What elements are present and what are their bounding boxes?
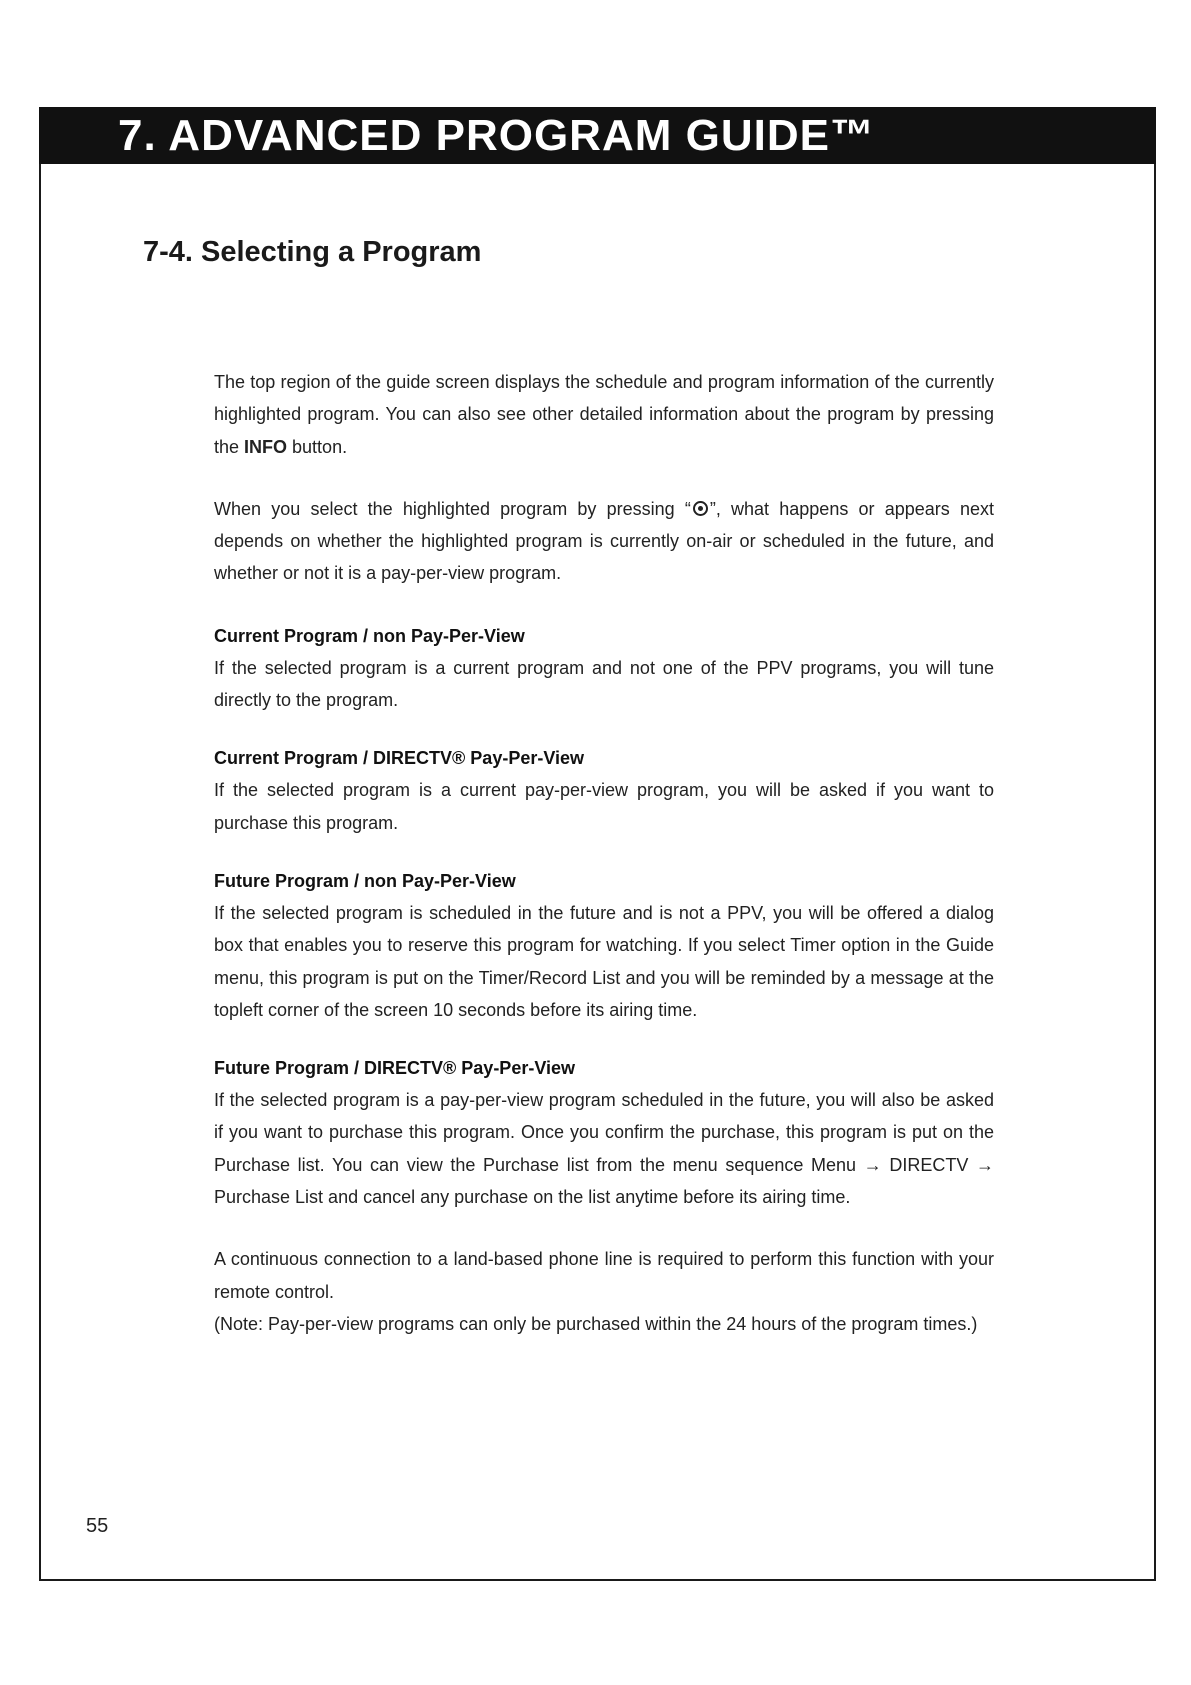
intro-paragraph-2: When you select the highlighted program by pressing “ ”, what happens or appears next depends on whether the highlighted program is currently on-air or scheduled in the future, and whether or not it is a pay-per-view program. — [214, 498, 995, 584]
select-button-icon — [693, 501, 708, 516]
case-heading: Future Program / non Pay-Per-View — [214, 870, 516, 891]
case-heading: Current Program / non Pay-Per-View — [214, 625, 525, 646]
note-paragraph: (Note: Pay-per-view programs can only be purchased within the 24 hours of the program times.) — [214, 1313, 978, 1334]
chapter-title: 7. ADVANCED PROGRAM GUIDE™ — [118, 111, 875, 160]
intro-paragraph-1: The top region of the guide screen displays the schedule and program information of the currently highlighted program. You can also see other detailed information about the program by pressing the INFO button. — [214, 372, 994, 457]
case-heading: Current Program / DIRECTV® Pay-Per-View — [214, 748, 585, 769]
page-number: 55 — [86, 1515, 109, 1537]
case-heading: Future Program / DIRECTV® Pay-Per-View — [214, 1058, 576, 1079]
body-content — [214, 366, 994, 1340]
case-text: If the selected program is a pay-per-view program scheduled in the future, you will also be asked if you want to purchase this program. Once you confirm the purchase, this program is put on the Purchase list. You can view the Purchase list from the menu sequence Menu → DIRECTV → Purchase List and cancel any purchase on the list anytime before its airing time. — [214, 1090, 994, 1208]
case-text: If the selected program is a current pay-per-view program, you will be asked if you want to purchase this program. — [214, 780, 994, 833]
info-button-label: INFO — [244, 436, 288, 457]
closing-paragraph: A continuous connection to a land-based phone line is required to perform this function with your remote control. — [214, 1249, 994, 1302]
section-title: 7-4. Selecting a Program — [143, 236, 482, 268]
case-text: If the selected program is a current program and not one of the PPV programs, you will tune directly to the program. — [214, 657, 994, 711]
case-text: If the selected program is scheduled in the future and is not a PPV, you will be offered a dialog box that enables you to reserve this program for watching. If you select Timer option in the Guide menu, this program is put on the Timer/Record List and you will be reminded by a message at the topleft corner of the screen 10 seconds before its airing time. — [214, 902, 994, 1020]
